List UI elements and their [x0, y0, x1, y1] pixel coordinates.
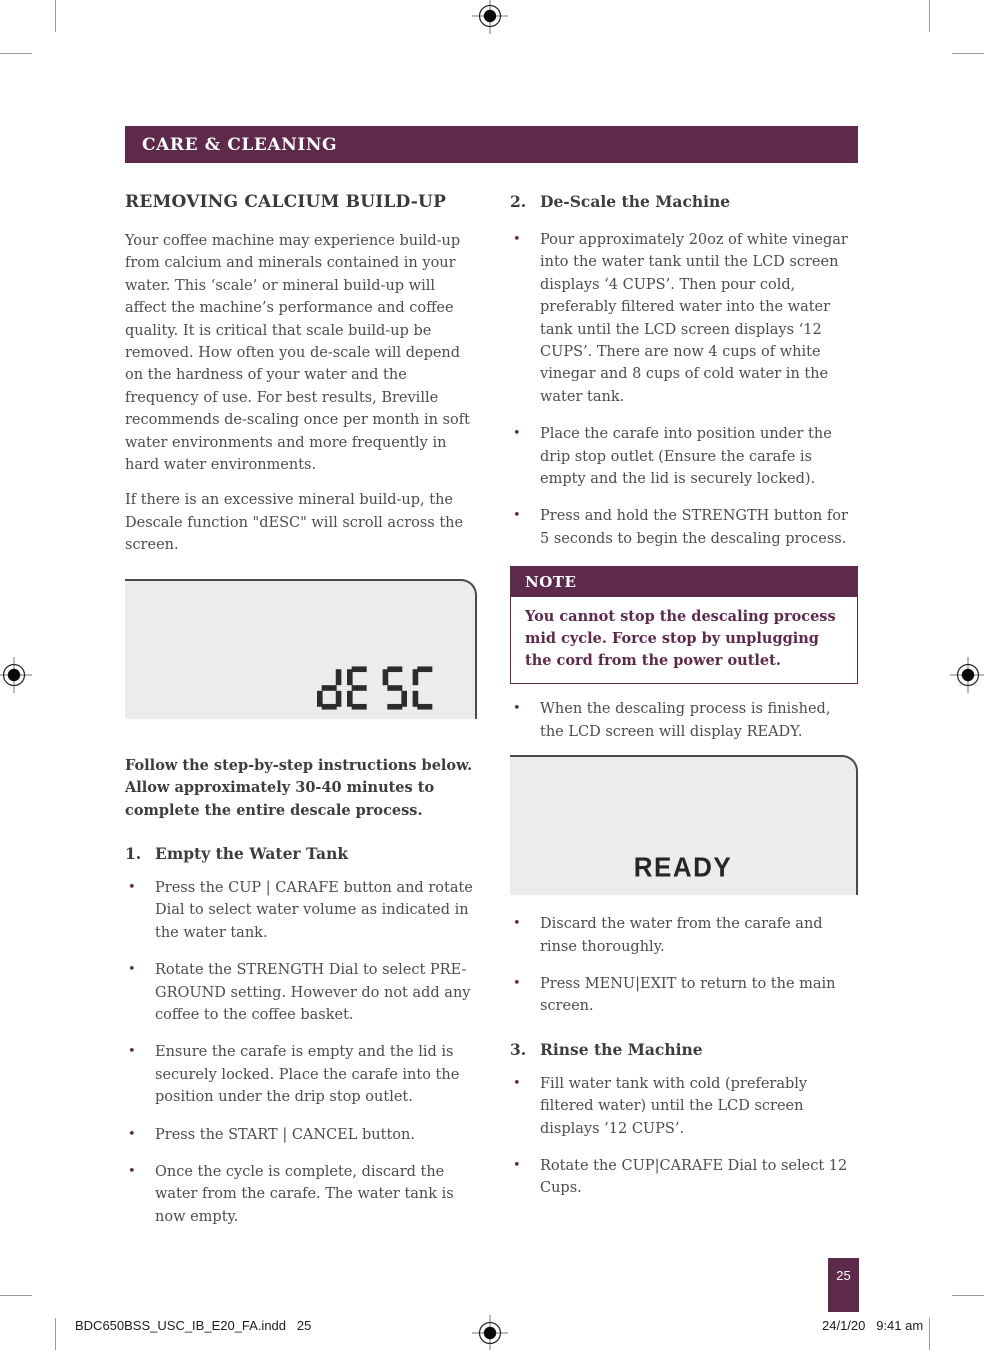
bullet-text: Press the START | CANCEL button. [155, 1126, 415, 1143]
step-1-heading [125, 844, 477, 863]
bullet-text: Press and hold the STRENGTH button for 5 seconds to begin the descaling process. [540, 508, 848, 547]
intro-paragraph: Your coffee machine may experience build-up from calcium and minerals contained in your water. This ‘scale’ or mineral build-up will affect the machine’s performance and coffee quality. It is critical that scale build-up be removed. How often you de-scale will depend on the hardness of your water and the frequency of use. For best results, Breville recommends de-scaling once per month in soft water environments and more frequently in hard water environments. [125, 233, 470, 474]
list-item [125, 959, 477, 1026]
list-item [510, 698, 858, 743]
registration-mark-icon [950, 657, 984, 693]
bullet-icon: • [513, 232, 521, 247]
left-column [125, 192, 477, 1228]
list-item [510, 423, 858, 490]
right-column [510, 192, 858, 1200]
bullet-icon: • [128, 879, 136, 895]
bullet-icon: • [128, 1044, 136, 1060]
step-number: 2. [510, 192, 527, 211]
bullet-text: When the descaling process is finished, the LCD screen will display READY. [540, 701, 831, 740]
note-callout [510, 566, 858, 684]
registration-mark-icon [0, 657, 32, 693]
bullet-text: Press the CUP | CARAFE button and rotate Dial to select water volume as indicated in the water tank. [155, 879, 473, 941]
bullet-icon: • [128, 1126, 136, 1142]
list-item [510, 505, 858, 550]
bullet-icon: • [513, 1157, 521, 1173]
page-number: 25 [836, 1268, 851, 1283]
bullet-text: Once the cycle is complete, discard the water from the carafe. The water tank is now empty. [155, 1163, 454, 1225]
list-item [125, 877, 477, 944]
footer-datetime: 24/1/20 9:41 am [822, 1318, 924, 1333]
bullet-icon: • [513, 426, 521, 442]
section-header-title: CARE & CLEANING [142, 134, 338, 155]
bullet-icon: • [513, 975, 521, 991]
step-3-bullet-list [510, 1073, 858, 1200]
bullet-text: Pour approximately 20oz of white vinegar into the water tank until the LCD screen displays ‘4 CUPS’. Then pour cold, preferably filtered water into the water tank until the LCD screen displays ‘12 CUPS’. There are now 4 cups of white vinegar and 8 cups of cold water in the water tank. [540, 232, 848, 405]
after-note-bullet-list [510, 698, 858, 743]
page-title: REMOVING CALCIUM BUILD-UP [125, 192, 447, 212]
crop-mark [952, 53, 984, 54]
bullet-text: Rotate the CUP|CARAFE Dial to select 12 Cups. [540, 1157, 848, 1197]
descale-alert-paragraph: If there is an excessive mineral build-up, the Descale function "dESC" will scroll across the screen. [125, 492, 464, 554]
crop-mark [55, 0, 56, 32]
note-label: NOTE [525, 573, 577, 592]
footer-file-name: BDC650BSS_USC_IB_E20_FA.indd 25 [75, 1318, 312, 1333]
note-text: You cannot stop the descaling process mid cycle. Force stop by unplugging the cord from the power outlet. [525, 608, 836, 670]
post-ready-bullet-list [510, 913, 858, 1018]
bullet-text: Fill water tank with cold (preferably filtered water) until the LCD screen displays ’12 CUPS’. [540, 1075, 808, 1137]
list-item [125, 1124, 477, 1146]
list-item [125, 1161, 477, 1228]
crop-mark [929, 0, 930, 32]
bullet-text: Rotate the STRENGTH Dial to select PRE-GROUND setting. However do not add any coffee to the coffee basket. [155, 962, 471, 1023]
list-item [510, 229, 858, 408]
step-number: 3. [510, 1039, 527, 1059]
list-item [510, 1155, 858, 1200]
bullet-text: Press MENU|EXIT to return to the main screen. [540, 975, 836, 1015]
list-item [510, 913, 858, 958]
bullet-text: Discard the water from the carafe and rinse thoroughly. [540, 916, 823, 955]
bullet-icon: • [513, 1075, 521, 1091]
bullet-icon: • [513, 701, 521, 717]
registration-mark-icon [472, 0, 508, 34]
list-item [125, 1041, 477, 1108]
bullet-icon: • [513, 508, 521, 524]
crop-mark [0, 53, 32, 54]
crop-mark [952, 1295, 984, 1296]
list-item [510, 973, 858, 1018]
step-1-bullet-list [125, 877, 477, 1228]
bullet-icon: • [513, 916, 521, 932]
step-3-heading [510, 1040, 858, 1059]
step-2-heading [510, 192, 858, 211]
lcd-screen-desc-figure [125, 579, 477, 719]
list-item [510, 1073, 858, 1140]
lcd-desc-seven-segment-text [317, 665, 437, 711]
lcd-screen-ready-figure [510, 755, 858, 895]
step-number: 1. [125, 843, 142, 863]
crop-mark [0, 1295, 32, 1296]
step-title: Rinse the Machine [540, 1039, 703, 1059]
crop-mark [929, 1318, 930, 1350]
crop-mark [55, 1318, 56, 1350]
step-title: De-Scale the Machine [540, 192, 731, 211]
bullet-text: Ensure the carafe is empty and the lid is securely locked. Place the carafe into the position under the drip stop outlet. [155, 1044, 460, 1106]
bullet-icon: • [128, 1163, 136, 1179]
step-2-bullet-list [510, 229, 858, 550]
page-number-badge [828, 1258, 859, 1312]
registration-mark-icon [472, 1315, 508, 1350]
step-title: Empty the Water Tank [155, 843, 349, 863]
bullet-text: Place the carafe into position under the drip stop outlet (Ensure the carafe is empty and the lid is securely locked). [540, 426, 832, 488]
section-header-bar [125, 126, 858, 163]
follow-steps-paragraph: Follow the step-by-step instructions below. Allow approximately 30-40 minutes to complete the entire descale process. [125, 756, 473, 819]
note-header [511, 567, 857, 597]
lcd-ready-text: READY [633, 850, 733, 884]
bullet-icon: • [128, 962, 136, 978]
